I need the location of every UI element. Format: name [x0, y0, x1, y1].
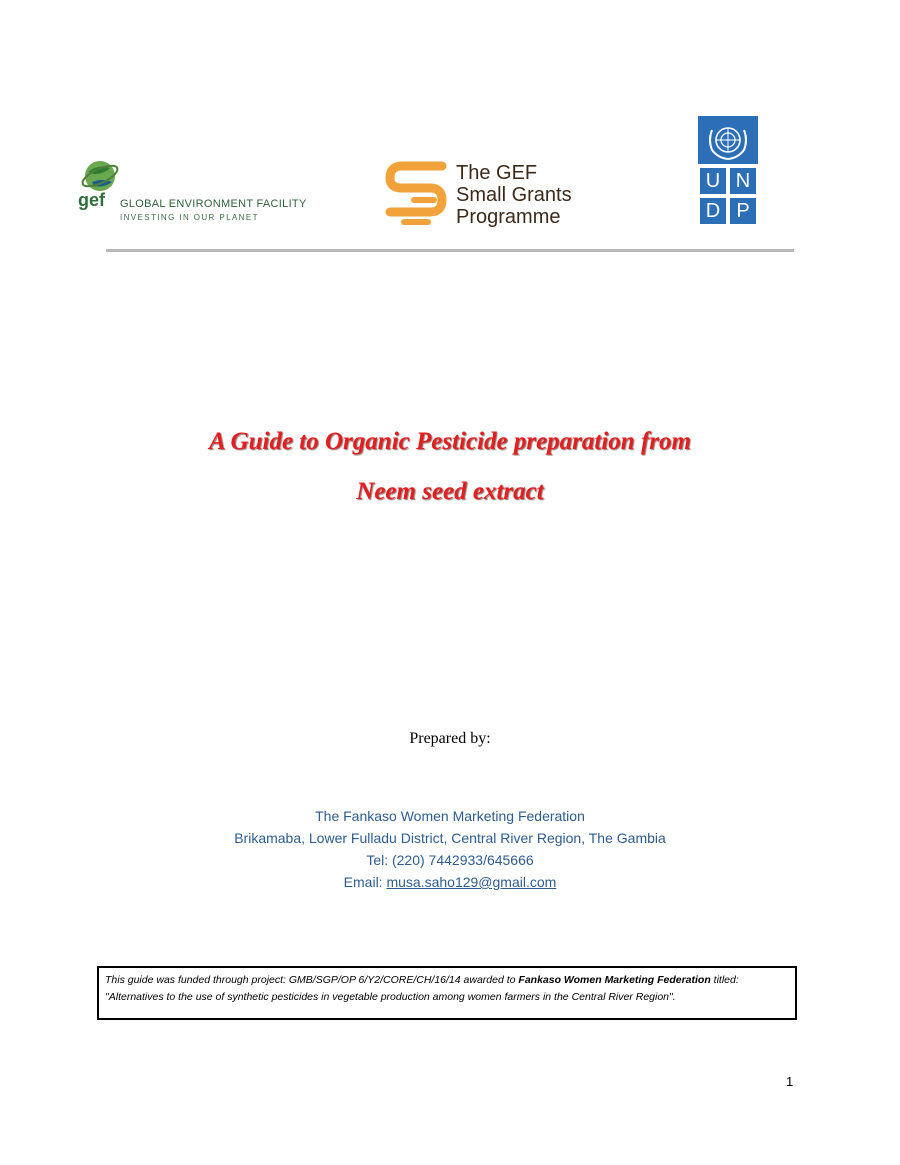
funding-text-part-1: This guide was funded through project: GMB/SGP/OP 6/Y2/CORE/CH/16/14 awarded to [105, 974, 519, 986]
header-divider [106, 249, 794, 252]
sgp-line-1: The GEF [456, 162, 538, 184]
organization-email-line [0, 874, 900, 890]
gef-tagline: INVESTING IN OUR PLANET [120, 213, 259, 222]
sgp-line-3: Programme [456, 206, 561, 228]
sgp-line-2: Small Grants [456, 184, 572, 206]
undp-letter-p: P [730, 198, 756, 224]
undp-letter-n: N [730, 168, 756, 194]
funding-note-box [97, 966, 797, 1020]
page-number: 1 [786, 1074, 794, 1089]
undp-letter-u: U [700, 168, 726, 194]
undp-logo [698, 116, 758, 224]
document-title-line-1: A Guide to Organic Pesticide preparation from [209, 428, 691, 455]
organization-address: Brikamaba, Lower Fulladu District, Central River Region, The Gambia [234, 830, 666, 846]
undp-letter-d: D [700, 198, 726, 224]
funding-organization: Fankaso Women Marketing Federation [518, 974, 711, 986]
organization-name: The Fankaso Women Marketing Federation [315, 808, 585, 824]
document-title-line-2: Neem seed extract [356, 478, 544, 505]
organization-phone: Tel: (220) 7442933/645666 [366, 852, 534, 868]
email-link[interactable]: musa.saho129@gmail.com [386, 874, 557, 890]
un-emblem-graphic [698, 116, 758, 164]
funding-text-part-2: titled: "Alternatives to the use of synthetic pesticides in vegetable production among women farmers in the Central River Region". [105, 974, 739, 1003]
gef-wordmark: gef [78, 190, 105, 210]
email-label: Email: [343, 874, 387, 890]
un-emblem-icon [698, 116, 758, 164]
sgp-mark-icon [384, 160, 448, 228]
gef-logo [76, 156, 307, 228]
gef-name: GLOBAL ENVIRONMENT FACILITY [120, 198, 307, 210]
sgp-logo [384, 160, 574, 232]
sgp-name [456, 162, 572, 228]
prepared-by-label: Prepared by: [409, 730, 491, 747]
